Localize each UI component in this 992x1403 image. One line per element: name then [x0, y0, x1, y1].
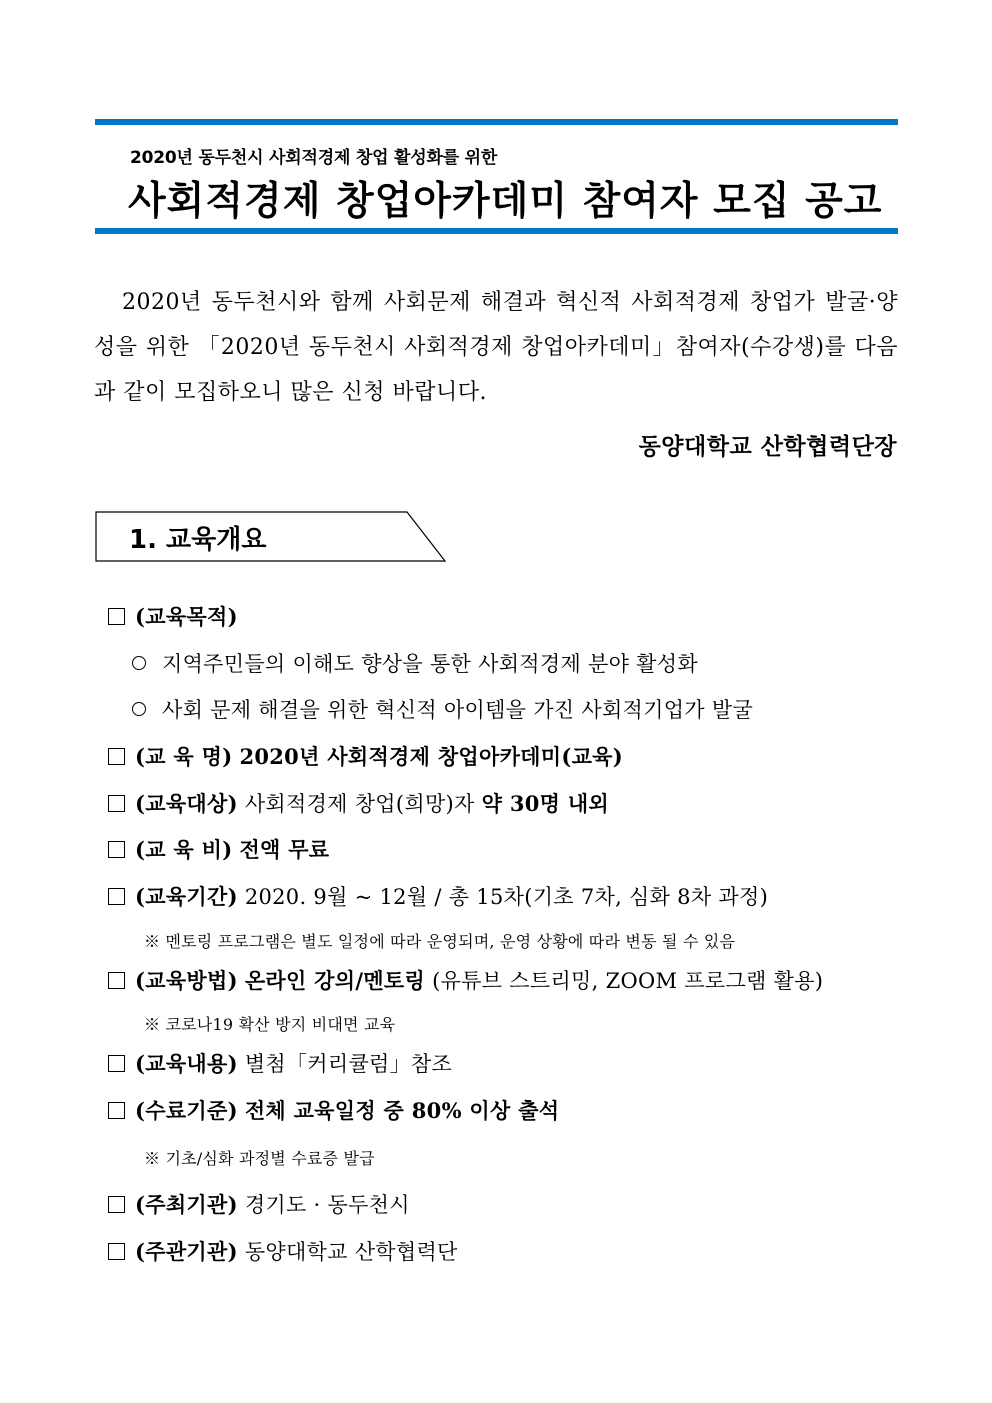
content-row [108, 1048, 452, 1078]
checkbox-square-icon [108, 1243, 125, 1260]
host-row [108, 1189, 410, 1219]
checkbox-square-icon [108, 972, 125, 989]
checkbox-square-icon [108, 795, 125, 812]
name-value: 2020년 사회적경제 창업아카데미(교육) [239, 744, 623, 769]
section-heading-box [95, 511, 447, 563]
checkbox-square-icon [108, 888, 125, 905]
checkbox-square-icon [108, 841, 125, 858]
checkbox-square-icon [108, 1102, 125, 1119]
method-detail: (유튜브 스트리밍, ZOOM 프로그램 활용) [432, 969, 824, 993]
header-subtitle: 2020년 동두천시 사회적경제 창업 활성화를 위한 [130, 148, 498, 168]
completion-note: ※ 기초/심화 과정별 수료증 발급 [144, 1149, 375, 1168]
fee-value: 전액 무료 [239, 837, 330, 862]
period-value: 2020. 9월 ~ 12월 / 총 15차(기초 7차, 심화 8차 과정) [244, 885, 769, 909]
host-label: (주최기관) [135, 1192, 238, 1217]
target-count: 약 30명 내외 [481, 791, 610, 816]
method-note: ※ 코로나19 확산 방지 비대면 교육 [144, 1015, 396, 1034]
period-row [108, 881, 768, 911]
header-top-bar [95, 119, 898, 125]
purpose-label: (교육목적) [135, 604, 238, 629]
circle-bullet-icon [132, 656, 146, 670]
header-bottom-bar [95, 228, 898, 234]
content-value: 별첨「커리큘럼」참조 [244, 1052, 453, 1076]
period-note: ※ 멘토링 프로그램은 별도 일정에 따라 운영되며, 운영 상황에 따라 변동 될 수 있음 [144, 932, 736, 951]
completion-label: (수료기준) [135, 1098, 238, 1123]
target-row [108, 788, 609, 818]
checkbox-square-icon [108, 748, 125, 765]
organizer-row [108, 1236, 458, 1266]
target-label: (교육대상) [135, 791, 238, 816]
checkbox-square-icon [108, 1196, 125, 1213]
intro-paragraph: 2020년 동두천시와 함께 사회문제 해결과 혁신적 사회적경제 창업가 발굴·양성을 위한 「2020년 동두천시 사회적경제 창업아카데미」참여자(수강생)를 다음과 같이 모집하오니 많은 신청 바랍니다. [94, 290, 898, 405]
purpose-item [132, 648, 698, 678]
circle-bullet-icon [132, 702, 146, 716]
method-row [108, 965, 823, 995]
purpose-row [108, 601, 238, 631]
host-value: 경기도 · 동두천시 [244, 1193, 410, 1217]
purpose-item-text: 사회 문제 해결을 위한 혁신적 아이템을 가진 사회적기업가 발굴 [162, 698, 754, 722]
target-value: 사회적경제 창업(희망)자 [244, 792, 475, 816]
purpose-item-text: 지역주민들의 이해도 향상을 통한 사회적경제 분야 활성화 [162, 652, 698, 676]
checkbox-square-icon [108, 1055, 125, 1072]
signature: 동양대학교 산학협력단장 [638, 433, 897, 460]
page-title: 사회적경제 창업아카데미 참여자 모집 공고 [128, 179, 883, 224]
fee-row [108, 834, 329, 864]
content-label: (교육내용) [135, 1051, 238, 1076]
name-row [108, 741, 623, 771]
purpose-item [132, 694, 753, 724]
completion-row [108, 1095, 559, 1125]
section-title: 1. 교육개요 [129, 525, 267, 555]
organizer-value: 동양대학교 산학협력단 [244, 1240, 458, 1264]
name-label: (교 육 명) [135, 744, 233, 769]
completion-value: 전체 교육일정 중 80% 이상 출석 [244, 1098, 560, 1123]
fee-label: (교 육 비) [135, 837, 233, 862]
organizer-label: (주관기관) [135, 1239, 238, 1264]
method-label: (교육방법) [135, 968, 238, 993]
method-value: 온라인 강의/멘토링 [244, 968, 426, 993]
period-label: (교육기간) [135, 884, 238, 909]
checkbox-square-icon [108, 608, 125, 625]
